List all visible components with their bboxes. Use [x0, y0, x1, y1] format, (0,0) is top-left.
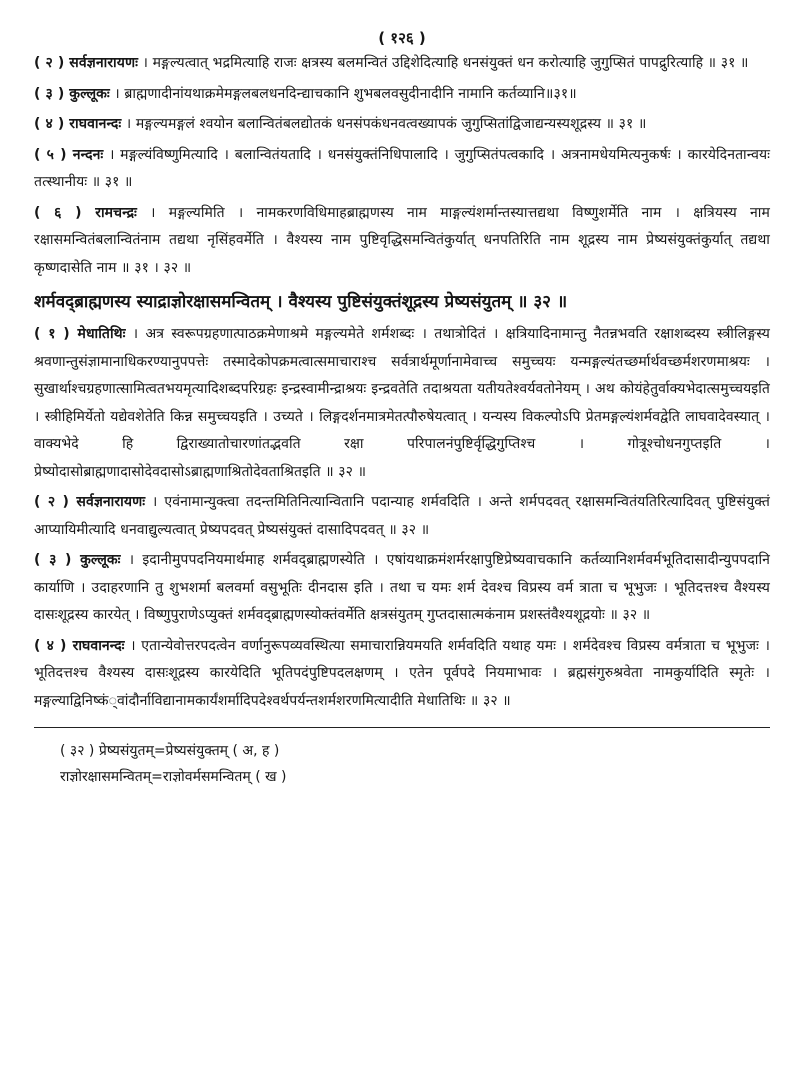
commentary-text: । ब्राह्मणादीनांयथाक्रमेमङ्गलबलधनदिन्द्याचकानि शुभबलवसुदीनादीनि नामानि कर्तव्यानि॥३१॥ [114, 85, 577, 102]
commentator-label: ( ४ ) राघवानन्दः [34, 116, 122, 132]
commentary-text: । मङ्गल्यमङ्गलं श्वयोन बलान्वितंबलद्योतकं धनसंपकंधनवत्वख्यापकं जुगुप्सितांद्विजाद्यन्यस्यशूद्रस्य ॥ ३१ ॥ [125, 116, 647, 132]
footnote-line: ( ३२ ) प्रेष्यसंयुतम्=प्रेष्यसंयुक्तम् ( अ, ह ) [60, 743, 280, 759]
footnotes [34, 738, 770, 790]
commentator-label: ( १ ) मेधातिथिः [34, 326, 126, 342]
commentator-label: ( २ ) सर्वज्ञनारायणः [34, 55, 139, 71]
commentator-label: ( २ ) सर्वज्ञनारायणः [34, 494, 146, 510]
commentary-block-32 [34, 321, 770, 715]
commentary-paragraph [34, 81, 770, 109]
commentary-paragraph [34, 50, 770, 78]
commentary-paragraph [34, 200, 770, 283]
commentator-label: ( ३ ) कुल्लूकः [34, 552, 121, 568]
footnote-divider [34, 727, 770, 728]
commentator-label: ( ५ ) नन्दनः [34, 146, 104, 163]
commentator-label: ( ४ ) राघवानन्दः [34, 637, 125, 654]
commentary-paragraph [34, 111, 770, 139]
commentary-paragraph [34, 633, 770, 716]
commentary-text: । मङ्गल्यत्वात् भद्रमित्याहि राजः क्षत्रस्य बलमन्वितं उद्दिशेदित्याहि धनसंयुक्तं धन करोत्याहि जुगुप्सितं पापद्रुरित्याहि ॥ ३१ ॥ [142, 55, 749, 71]
commentary-text: । अत्र स्वरूपग्रहणात्पाठक्रमेणाश्रमे मङ्गल्यमेते शर्मशब्दः । तथात्रोदितं । क्षत्रियादिनामान्तु नैतन्नभवति रक्षाशब्दस्य स्त्रीलिङ्गस्य श्रवणान्तुसंज्ञामानाधिकरण्यानुपपत्तेः तस्मादेकोपक्रमत्वात्समाचाराश्च सर्वत्रार्थमूर्णानामेवाच्च समुच्चयः यन्मङ्गल्यंतच्छर्मार्थवच्छर्मशरणमाश्रयः । सुखार्थाश्चग्रहणात्सामित्वतभयमृत्यादिशब्दपरिग्रहः इन्द्रस्वामीन्द्राश्रयः इन्द्रवतेति तदाश्रयता यतीयतेश्वर्यवतोनेयम् । अथ कोयंहेतुर्वाक्यभेदात्समुच्चयइति । स्त्रीहिमिर्येतो यद्येवशेतेति किन्न समुच्चयइति । उच्यते । लिङ्गदर्शनमात्रमेतत्पौरुषेयत्वात् । यन्यस्य विकल्पोऽपि प्रेतमङ्गल्यंशर्मवद्वेति लाघवादेवस्यात् । वाक्यभेदे हि द्विराख्यातोचारणांतद्भवति रक्षा परिपालनंपुष्टिर्वृद्धिगुप्तिश्च । गोत्रूश्चोधनगुप्तइति । प्रेष्योदासोब्राह्मणादासोदेवदासोऽब्राह्मणाश्रितोदेवताश्रितइति ॥ ३२ ॥ [34, 326, 770, 480]
footnote-line: राज्ञोरक्षासमन्वितम्=राज्ञोवर्मसमन्वितम् ( ख ) [60, 769, 287, 785]
commentator-label: ( ६ ) रामचन्द्रः [34, 204, 137, 221]
commentary-paragraph [34, 547, 770, 630]
commentary-paragraph [34, 142, 770, 197]
commentary-paragraph [34, 321, 770, 486]
commentary-text: । एवंनामान्युक्त्वा तदन्तमितिनित्यान्वितानि पदान्याह शर्मवदिति । अन्ते शर्मपदवत् रक्षासमन्वितंयतिरित्यादिवत् पुष्टिसंयुक्तं आप्यायिमीत्यादि धनवाद्युल्यत्वात् प्रेष्यपदवत् प्रेष्यसंयुक्तं दासादिपदवत् ॥ ३२ ॥ [34, 494, 770, 538]
page-number: ( १२६ ) [378, 29, 426, 47]
commentary-paragraph [34, 489, 770, 544]
verse-heading: शर्मवद्ब्राह्मणस्य स्याद्राज्ञोरक्षासमन्वितम् । वैश्यस्य पुष्टिसंयुक्तंशूद्रस्य प्रेष्यसंयुतम् ॥ ३२ ॥ [34, 292, 568, 312]
commentary-block-31 [34, 50, 770, 282]
commentator-label: ( ३ ) कुल्लूकः [34, 85, 110, 102]
commentary-text: । एतान्येवोत्तरपदत्वेन वर्णानुरूपव्यवस्थित्या समाचारान्नियमयति शर्मवदिति यथाह यमः । शर्मदेवश्च विप्रस्य वर्मत्राता च भूभुजः । भूतिदत्तश्च वैश्यस्य दासःशूद्रस्य कारयेदिति भूतिपदंपुष्टिपदलक्षणम् । एतेन पूर्वपदे नियमाभावः । ब्रह्मसंगुरुश्रवेता नामकुर्यादिति स्मृतेः । मङ्गल्याद्विनिष्कं्वांदौर्नाविद्यानामकार्यंशर्मादिपदेश्वर्थपर्यन्तशर्मशरणमित्यादीति मेधातिथिः ॥ ३२ ॥ [34, 637, 770, 709]
commentary-text: । मङ्गल्यमिति । नामकरणविधिमाहब्राह्मणस्य नाम माङ्गल्यंशर्मान्तस्यात्तद्यथा विष्णुशर्मेति नाम । क्षत्रियस्य नाम रक्षासमन्वितंबलान्वितंनाम तद्यथा नृसिंहवर्मेति । वैश्यस्य नाम पुष्टिवृद्धिसमन्वितंकुर्यात् धनपतिरिति नाम शूद्रस्य नाम प्रेष्यसंयुक्तंकुर्यात् तद्यथा कृष्णदासेति नाम ॥ ३१ । ३२ ॥ [34, 204, 770, 276]
commentary-text: । इदानीमुपपदनियमार्थमाह शर्मवद्ब्राह्मणस्येति । एषांयथाक्रमंशर्मरक्षापुष्टिप्रेष्यवाचकानि कर्तव्यानिशर्मवर्मभूतिदासादीन्युपपदानि कार्याणि । उदाहरणानि तु शुभशर्मा बलवर्मा वसुभूतिः दीनदास इति । तथा च यमः शर्म देवश्च विप्रस्य वर्म त्राता च भूभुजः । भूतिदत्तश्च वैश्यस्य दासःशूद्रस्य कारयेत् । विष्णुपुराणेऽप्युक्तं शर्मवद्ब्राह्मणस्योक्तंवर्मेति क्षत्रसंयुतम् गुप्तदासात्मकंनाम प्रशस्तंवैश्यशूद्रयोः ॥ ३२ ॥ [34, 552, 770, 623]
commentary-text: । मङ्गल्यंविष्णुमित्यादि । बलान्वितंयतादि । धनसंयुक्तंनिधिपालादि । जुगुप्सितंपत्वकादि । अत्रनामधेयमित्यनुकर्षः । कारयेदिनतान्वयः तत्स्थानीयः ॥ ३१ ॥ [34, 146, 770, 190]
